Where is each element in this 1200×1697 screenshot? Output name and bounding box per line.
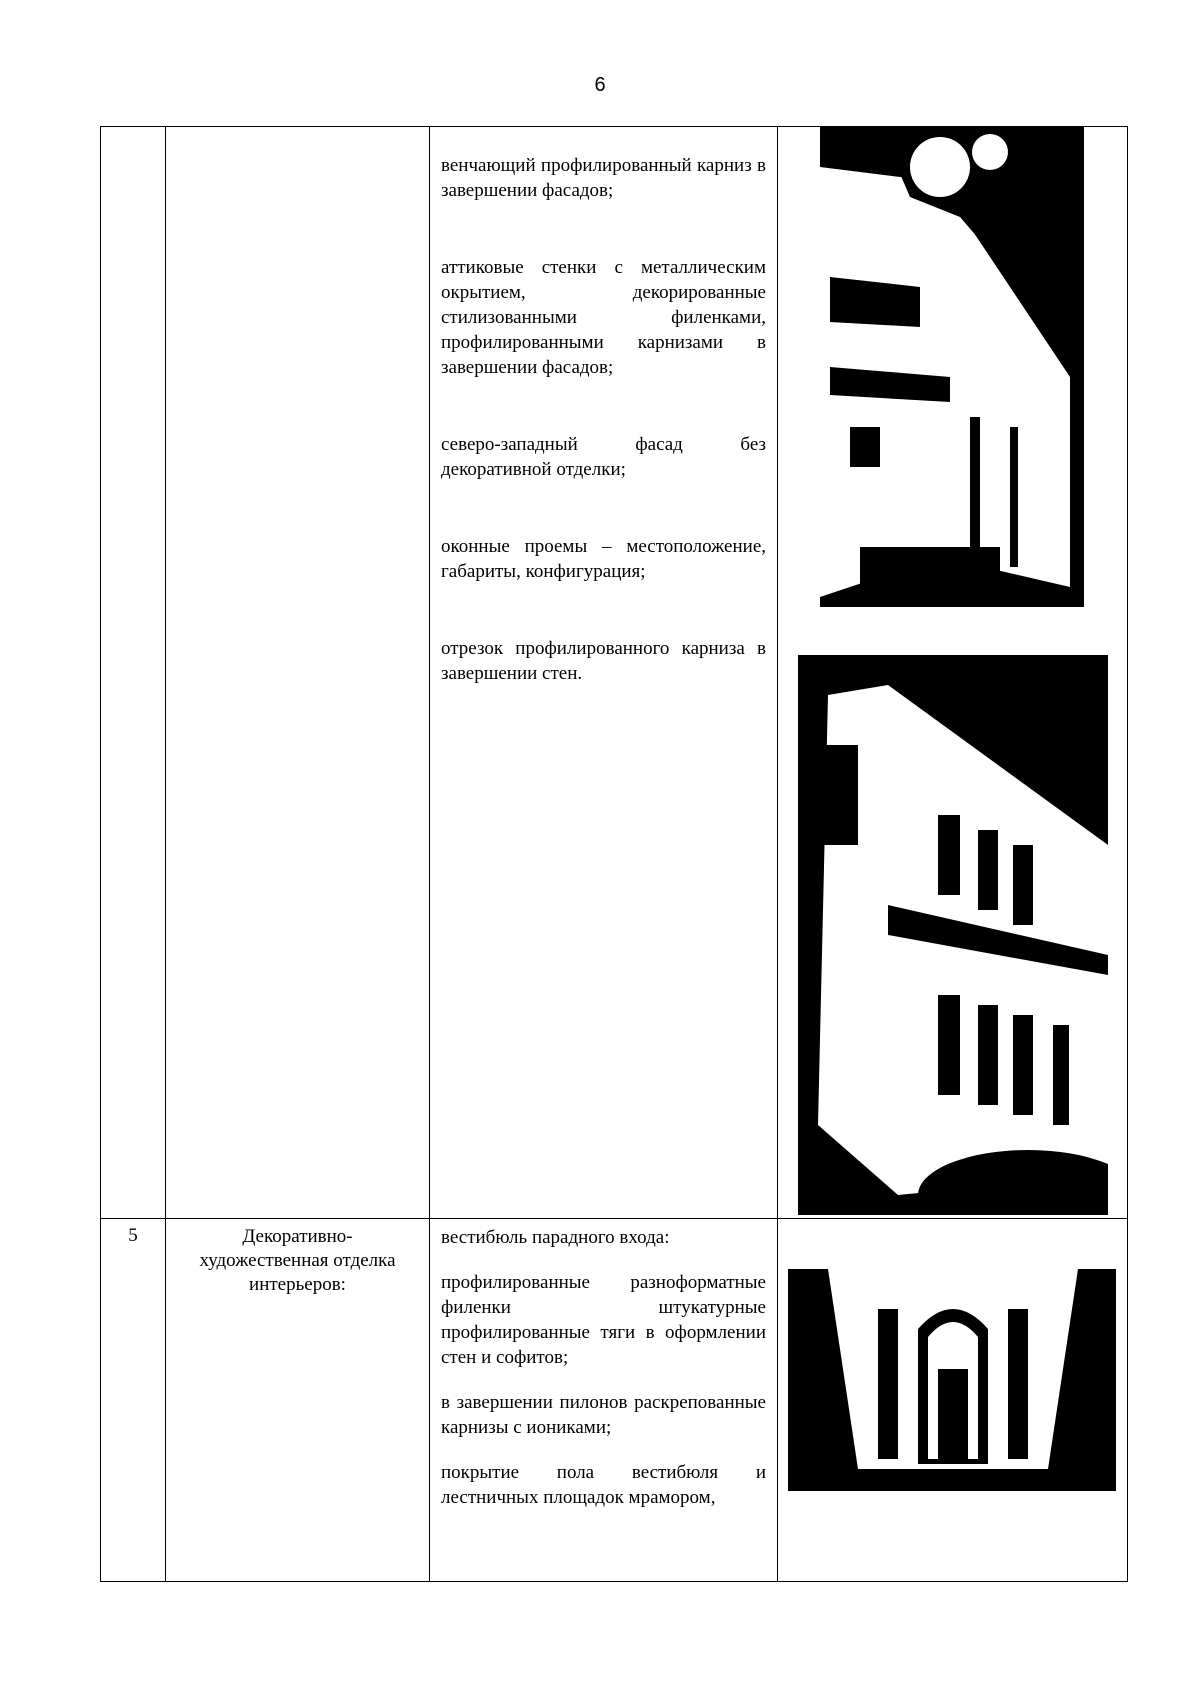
description-paragraph: отрезок профилированного карниза в завершении стен. bbox=[441, 638, 766, 684]
page-number: 6 bbox=[594, 74, 606, 96]
facade-corner-photo bbox=[820, 127, 1084, 631]
entrance-hall-photo bbox=[788, 1269, 1116, 1491]
element-description-cell bbox=[430, 127, 778, 1219]
photo-cell bbox=[778, 127, 1128, 1219]
photo-cell bbox=[778, 1219, 1128, 1582]
element-name-cell bbox=[166, 127, 430, 1219]
row-number-cell bbox=[101, 127, 166, 1219]
description-paragraph: венчающий профилированный карниз в завершении фасадов; bbox=[441, 155, 766, 201]
element-description-cell bbox=[430, 1219, 778, 1582]
element-name-cell: Декоративно-художественная отделка интерьеров: bbox=[166, 1219, 430, 1582]
monument-elements-table bbox=[100, 126, 1128, 1582]
facade-windows-photo bbox=[798, 655, 1108, 1215]
description-paragraph: аттиковые стенки с металлическим окрытием, декорированные стилизованными филенками, профилированными карнизами в завершении фасадов; bbox=[441, 257, 766, 378]
table-row bbox=[101, 127, 1128, 1219]
row-number-cell: 5 bbox=[101, 1219, 166, 1582]
description-paragraph: оконные проемы – местоположение, габариты, конфигурация; bbox=[441, 536, 766, 582]
table-row bbox=[101, 1219, 1128, 1582]
description-paragraph: вестибюль парадного входа: bbox=[441, 1227, 670, 1248]
description-paragraph: северо-западный фасад без декоративной отделки; bbox=[441, 434, 766, 480]
description-paragraph: в завершении пилонов раскрепованные карнизы с иониками; bbox=[441, 1392, 766, 1438]
description-paragraph: покрытие пола вестибюля и лестничных площадок мрамором, bbox=[441, 1462, 766, 1508]
description-paragraph: профилированные разноформатные филенки штукатурные профилированные тяги в оформлении стен и софитов; bbox=[441, 1272, 766, 1368]
